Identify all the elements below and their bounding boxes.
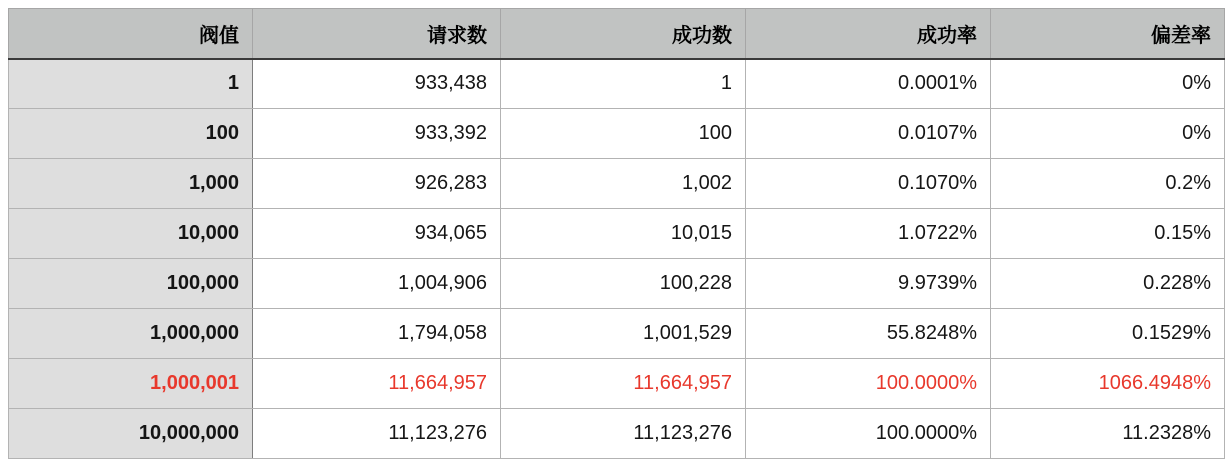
cell-requests: 934,065: [253, 209, 501, 259]
col-header-successes: 成功数: [501, 9, 746, 59]
cell-deviation-rate: 0.1529%: [991, 309, 1225, 359]
col-header-success-rate: 成功率: [746, 9, 991, 59]
cell-deviation-rate: 0.15%: [991, 209, 1225, 259]
cell-success-rate: 0.0001%: [746, 59, 991, 109]
cell-deviation-rate: 0.2%: [991, 159, 1225, 209]
cell-success-rate: 100.0000%: [746, 359, 991, 409]
table-row: [9, 209, 1225, 259]
cell-successes: 1,002: [501, 159, 746, 209]
cell-requests: 933,392: [253, 109, 501, 159]
table-row: [9, 409, 1225, 459]
cell-successes: 10,015: [501, 209, 746, 259]
header-row: [9, 9, 1225, 59]
cell-deviation-rate: 0%: [991, 109, 1225, 159]
cell-success-rate: 100.0000%: [746, 409, 991, 459]
cell-threshold: 100: [9, 109, 253, 159]
cell-threshold: 100,000: [9, 259, 253, 309]
col-header-deviation-rate: 偏差率: [991, 9, 1225, 59]
table-row: [9, 309, 1225, 359]
col-header-threshold: 阀值: [9, 9, 253, 59]
cell-success-rate: 0.0107%: [746, 109, 991, 159]
cell-successes: 100: [501, 109, 746, 159]
cell-success-rate: 9.9739%: [746, 259, 991, 309]
cell-successes: 100,228: [501, 259, 746, 309]
table-body: [9, 59, 1225, 459]
cell-requests: 11,664,957: [253, 359, 501, 409]
threshold-stats-table: [8, 8, 1225, 459]
cell-deviation-rate: 1066.4948%: [991, 359, 1225, 409]
cell-success-rate: 55.8248%: [746, 309, 991, 359]
cell-successes: 11,123,276: [501, 409, 746, 459]
table-row: [9, 359, 1225, 409]
cell-requests: 1,794,058: [253, 309, 501, 359]
cell-success-rate: 1.0722%: [746, 209, 991, 259]
cell-requests: 1,004,906: [253, 259, 501, 309]
cell-successes: 1: [501, 59, 746, 109]
cell-threshold: 1: [9, 59, 253, 109]
cell-threshold: 1,000,000: [9, 309, 253, 359]
table-row: [9, 109, 1225, 159]
table-row: [9, 59, 1225, 109]
cell-deviation-rate: 11.2328%: [991, 409, 1225, 459]
cell-threshold: 10,000,000: [9, 409, 253, 459]
table-row: [9, 159, 1225, 209]
cell-requests: 11,123,276: [253, 409, 501, 459]
cell-threshold: 10,000: [9, 209, 253, 259]
col-header-requests: 请求数: [253, 9, 501, 59]
cell-requests: 926,283: [253, 159, 501, 209]
cell-threshold: 1,000,001: [9, 359, 253, 409]
cell-threshold: 1,000: [9, 159, 253, 209]
cell-success-rate: 0.1070%: [746, 159, 991, 209]
table-row: [9, 259, 1225, 309]
cell-successes: 11,664,957: [501, 359, 746, 409]
cell-deviation-rate: 0.228%: [991, 259, 1225, 309]
cell-successes: 1,001,529: [501, 309, 746, 359]
cell-deviation-rate: 0%: [991, 59, 1225, 109]
cell-requests: 933,438: [253, 59, 501, 109]
